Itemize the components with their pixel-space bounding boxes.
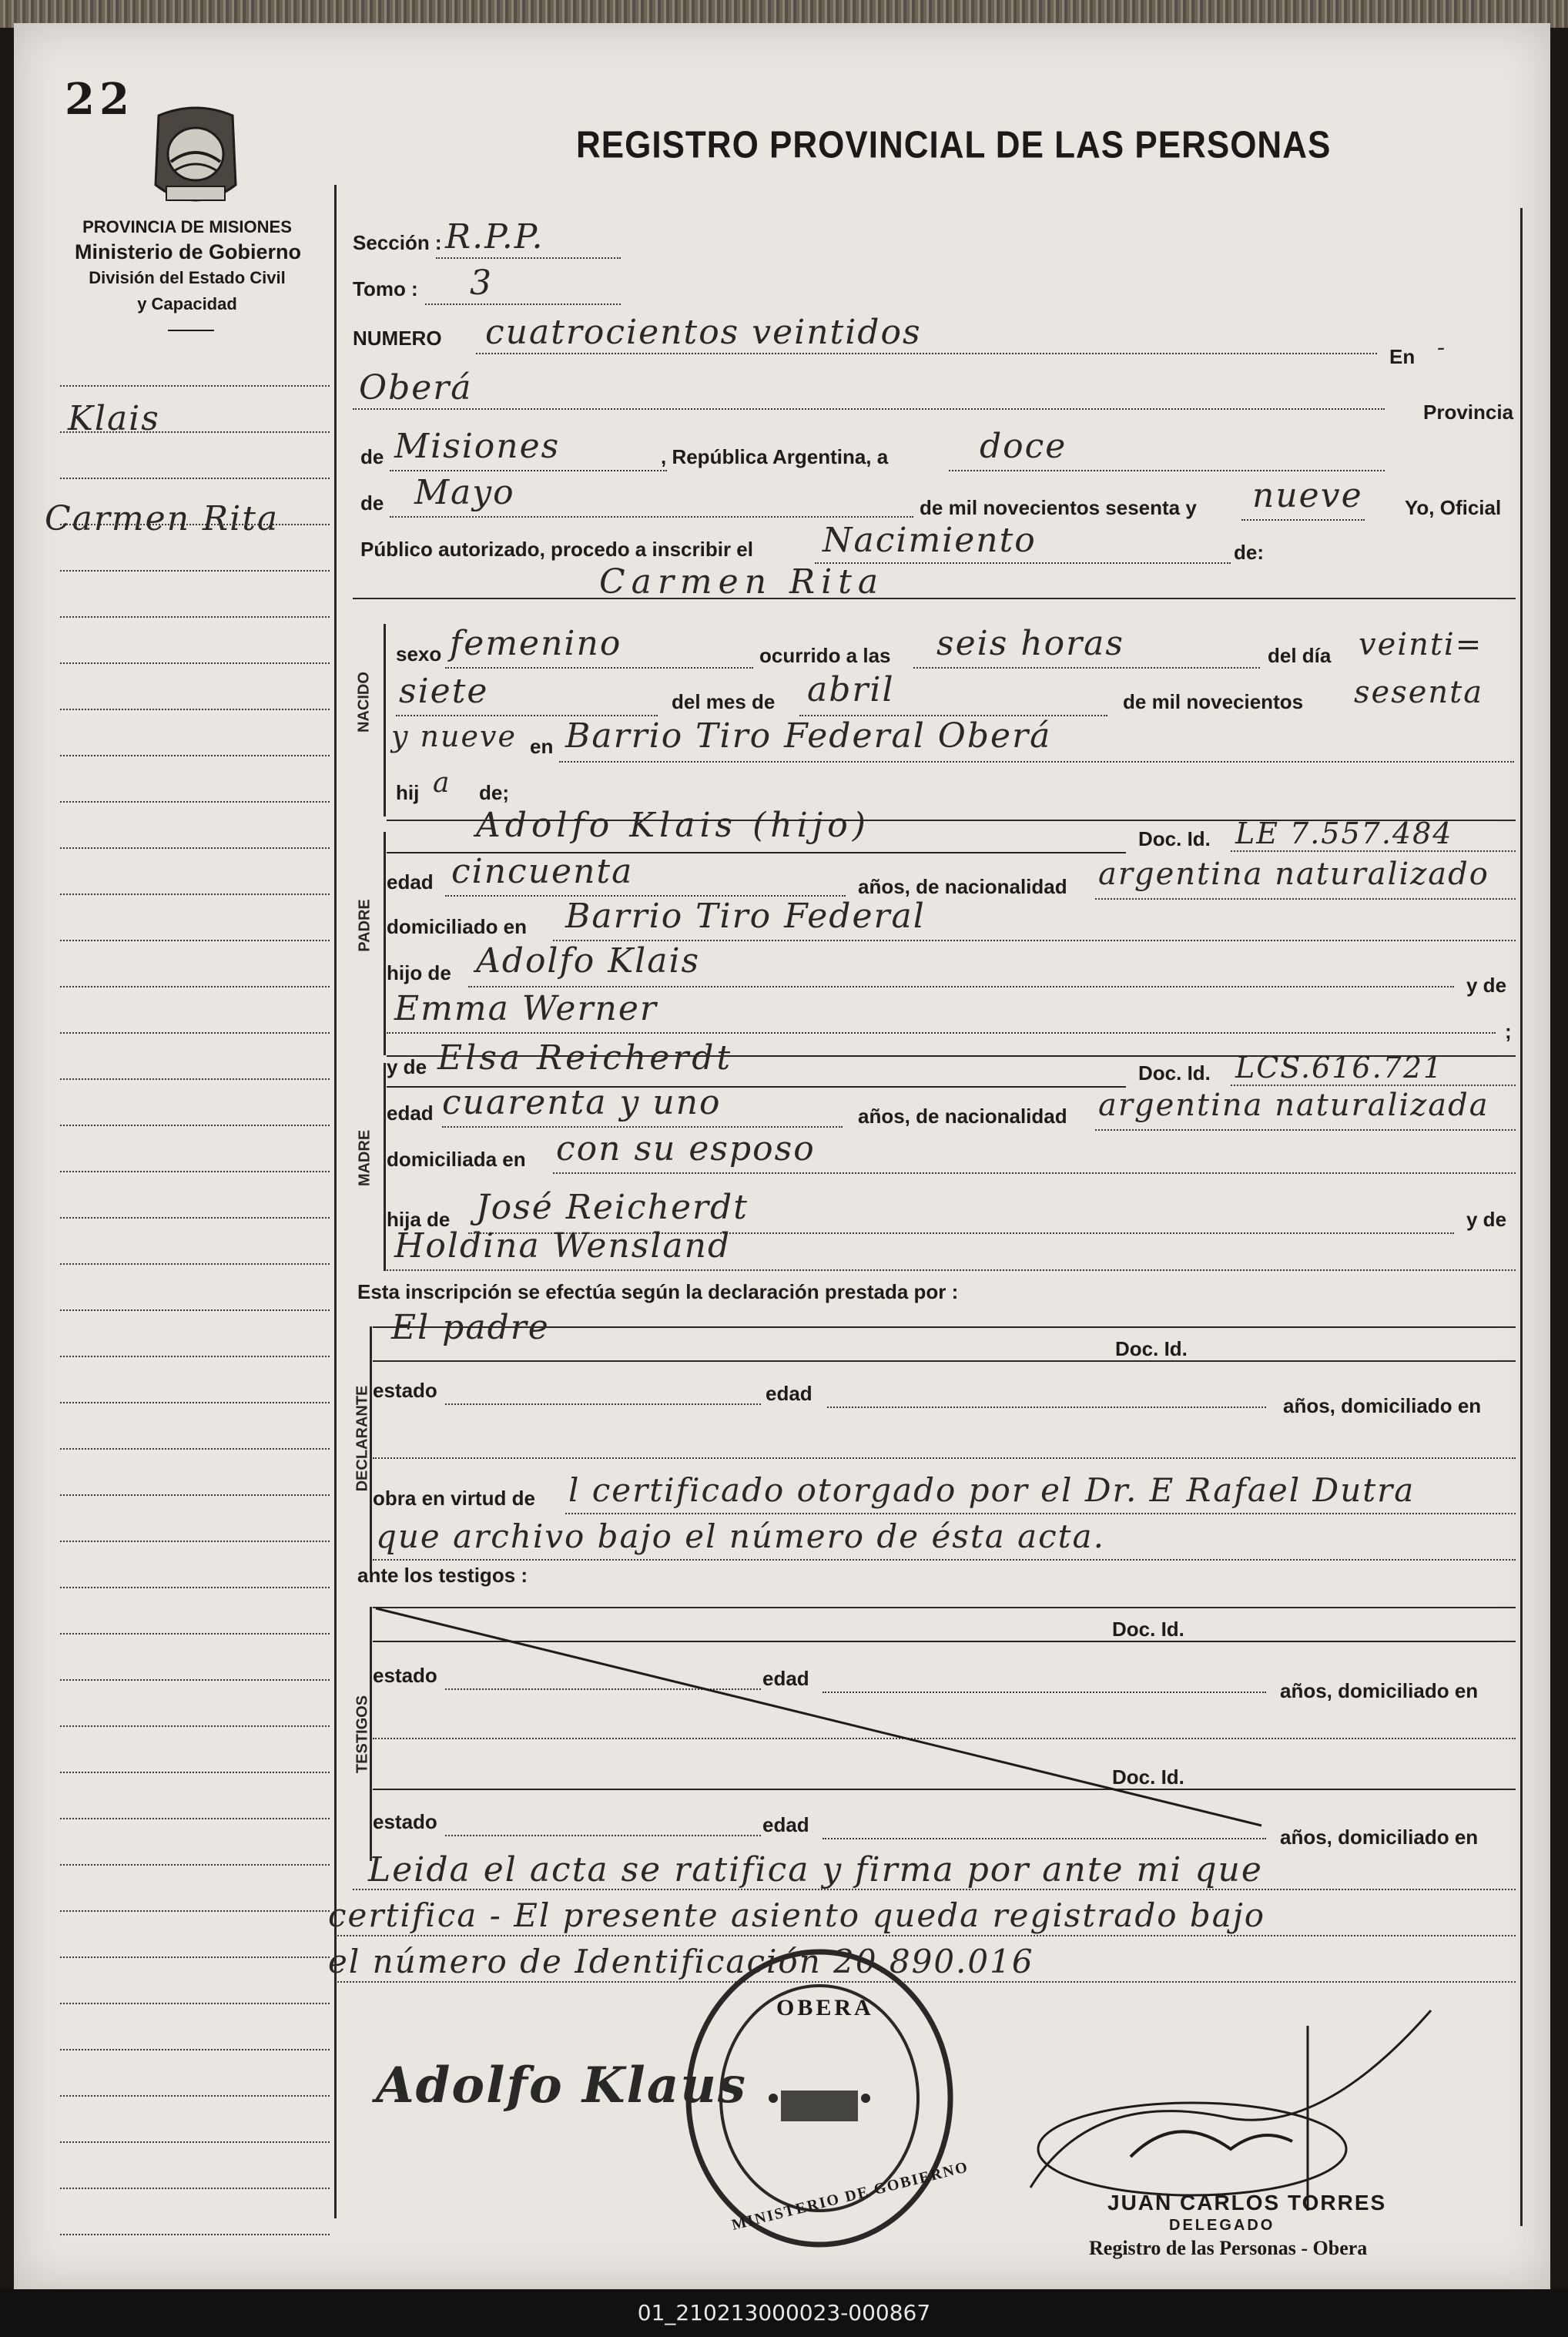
value-hij-suffix: a [433, 767, 451, 799]
value-declarante: El padre [391, 1308, 550, 1347]
label-publico: Público autorizado, procedo a inscribir el [360, 538, 753, 561]
label-testigo2-estado: estado [373, 1810, 437, 1833]
label-obra: obra en virtud de [373, 1487, 535, 1510]
label-declarante: DECLARANTE [353, 1385, 371, 1492]
value-madre-dom: con su esposo [556, 1129, 816, 1168]
label-testigo1-anos-dom: años, domiciliado en [1280, 1679, 1479, 1702]
label-de-provincia: de [360, 445, 384, 468]
label-declarante-edad: edad [766, 1382, 812, 1405]
label-testigo2-anos-dom: años, domiciliado en [1280, 1826, 1479, 1849]
label-numero: NUMERO [353, 327, 442, 350]
label-declarante-estado: estado [373, 1379, 437, 1402]
stamp-center-text: OBERA [776, 1995, 874, 2020]
value-nombre: Carmen Rita [599, 562, 885, 602]
division-line-1: División del Estado Civil [89, 268, 286, 287]
margin-surname: Klais [68, 399, 160, 438]
label-yo-oficial: Yo, Oficial [1405, 496, 1502, 519]
field-line [353, 1889, 1516, 1890]
closing-line-2: certifica - El presente asiento queda registrado bajo [328, 1896, 1266, 1934]
value-obra-2: que archivo bajo el número de ésta acta. [376, 1517, 1105, 1555]
label-madre-domiciliada: domiciliada en [387, 1148, 526, 1171]
label-padre-doc: Doc. Id. [1138, 827, 1211, 850]
label-madre-edad: edad [387, 1101, 434, 1125]
label-declaracion: Esta inscripción se efectúa según la declaración prestada por : [357, 1280, 959, 1303]
label-madre-hija-de: hija de [387, 1208, 451, 1231]
label-ante-testigos: ante los testigos : [357, 1564, 528, 1587]
label-madre-doc: Doc. Id. [1138, 1061, 1211, 1085]
document-page [14, 23, 1550, 2289]
division-line-2: y Capacidad [137, 294, 237, 314]
value-numero: cuatrocientos veintidos [485, 313, 922, 352]
page-number: 22 [65, 74, 134, 125]
value-acto: Nacimiento [823, 521, 1037, 560]
closing-line-3: el número de Identificación 20.890.016 [328, 1943, 1034, 1980]
label-padre-domiciliado: domiciliado en [387, 915, 528, 938]
value-madre-edad: cuarenta y uno [442, 1083, 722, 1122]
label-de-semicolon: de; [479, 781, 509, 804]
label-testigo1-edad: edad [762, 1667, 809, 1690]
label-ocurrido: ocurrido a las [759, 644, 891, 667]
label-madre: MADRE [356, 1129, 374, 1187]
value-dia-nac-2: siete [399, 672, 489, 711]
value-localidad: Oberá [359, 368, 473, 407]
value-padre-dom: Barrio Tiro Federal [565, 897, 926, 936]
label-nacido: NACIDO [355, 672, 373, 733]
value-anio-inscripcion: nueve [1252, 476, 1363, 515]
field-line [337, 1935, 1516, 1936]
value-madre-madre: Holdina Wensland [394, 1226, 732, 1266]
label-testigos: TESTIGOS [353, 1695, 371, 1774]
value-obra-1: l certificado otorgado por el Dr. E Rafael Dutra [568, 1471, 1416, 1509]
province-name: PROVINCIA DE MISIONES [82, 217, 292, 236]
official-role: DELEGADO [1169, 2217, 1275, 2234]
value-dia-nac-1: veinti= [1359, 627, 1483, 662]
label-semicolon: ; [1505, 1020, 1512, 1043]
label-republica: , República Argentina, a [661, 445, 889, 468]
image-caption: 01_210213000023-000867 [0, 2289, 1568, 2337]
ministry-name: Ministerio de Gobierno [74, 240, 302, 263]
value-mes-inscripcion: Mayo [414, 473, 515, 512]
label-testigo1-doc: Doc. Id. [1112, 1618, 1184, 1641]
label-provincia: Provincia [1423, 401, 1514, 424]
value-en: - [1437, 334, 1447, 361]
value-hora: seis horas [936, 624, 1124, 663]
label-declarante-doc: Doc. Id. [1115, 1337, 1188, 1360]
label-padre-anos-nac: años, de nacionalidad [858, 875, 1067, 898]
label-de-mil: de mil novecientos sesenta y [920, 496, 1197, 519]
value-padre-doc: LE 7.557.484 [1235, 816, 1453, 850]
value-seccion: R.P.P. [445, 217, 544, 256]
value-anio-nac-2: y nueve [391, 719, 517, 753]
value-tomo: 3 [470, 263, 493, 303]
label-de-colon: de: [1234, 541, 1264, 564]
label-del-mes: del mes de [672, 690, 776, 713]
value-padre-madre: Emma Werner [394, 989, 658, 1028]
value-sexo: femenino [450, 624, 622, 663]
label-padre-y-de: y de [1466, 974, 1507, 997]
label-declarante-anos-dom: años, domiciliado en [1283, 1394, 1482, 1417]
label-madre-anos-nac: años, de nacionalidad [858, 1105, 1067, 1128]
official-name: JUAN CARLOS TORRES [1107, 2191, 1387, 2215]
label-padre: PADRE [356, 899, 374, 952]
value-mes-nac: abril [807, 670, 895, 709]
margin-given-names: Carmen Rita [45, 499, 280, 538]
label-del-dia: del día [1268, 644, 1332, 667]
value-lugar-nac: Barrio Tiro Federal Oberá [565, 716, 1052, 756]
value-provincia: Misiones [394, 427, 561, 466]
value-anio-nac-1: sesenta [1354, 675, 1484, 710]
official-office: Registro de las Personas - Obera [1089, 2237, 1368, 2259]
document-title: REGISTRO PROVINCIAL DE LAS PERSONAS [576, 124, 1332, 166]
label-de-mes: de [360, 491, 384, 515]
label-en: En [1389, 345, 1416, 368]
value-padre-padre: Adolfo Klais [476, 941, 701, 981]
value-dia-inscripcion: doce [980, 427, 1067, 466]
label-en-lugar: en [530, 735, 554, 758]
value-madre-nac: argentina naturalizada [1098, 1088, 1489, 1123]
label-de-mil-nov: de mil novecientos [1123, 690, 1304, 713]
value-madre-doc: LCS.616.721 [1235, 1051, 1444, 1085]
value-madre-nombre: Elsa Reicherdt [437, 1038, 734, 1078]
label-madre-y-de2: y de [1466, 1208, 1507, 1231]
label-testigo2-doc: Doc. Id. [1112, 1765, 1184, 1789]
value-padre-edad: cincuenta [451, 852, 634, 891]
label-seccion: Sección : [353, 231, 442, 254]
label-sexo: sexo [396, 642, 442, 666]
value-padre-nombre: Adolfo Klais (hijo) [476, 806, 870, 845]
label-testigo2-edad: edad [762, 1813, 809, 1836]
label-tomo: Tomo : [353, 277, 418, 300]
value-padre-nac: argentina naturalizado [1098, 857, 1489, 892]
label-madre-y-de: y de [387, 1055, 427, 1078]
label-hij: hij [396, 781, 420, 804]
stamp-bottom-text: MINISTERIO DE GOBIERNO [729, 2158, 971, 2234]
label-padre-hijo-de: hijo de [387, 961, 451, 984]
label-padre-edad: edad [387, 870, 434, 894]
label-testigo1-estado: estado [373, 1664, 437, 1687]
closing-line-1: Leida el acta se ratifica y firma por ante mi que [368, 1850, 1263, 1889]
declarant-signature: Adolfo Klaus [376, 2057, 747, 2114]
value-madre-padre: José Reicherdt [476, 1188, 749, 1227]
